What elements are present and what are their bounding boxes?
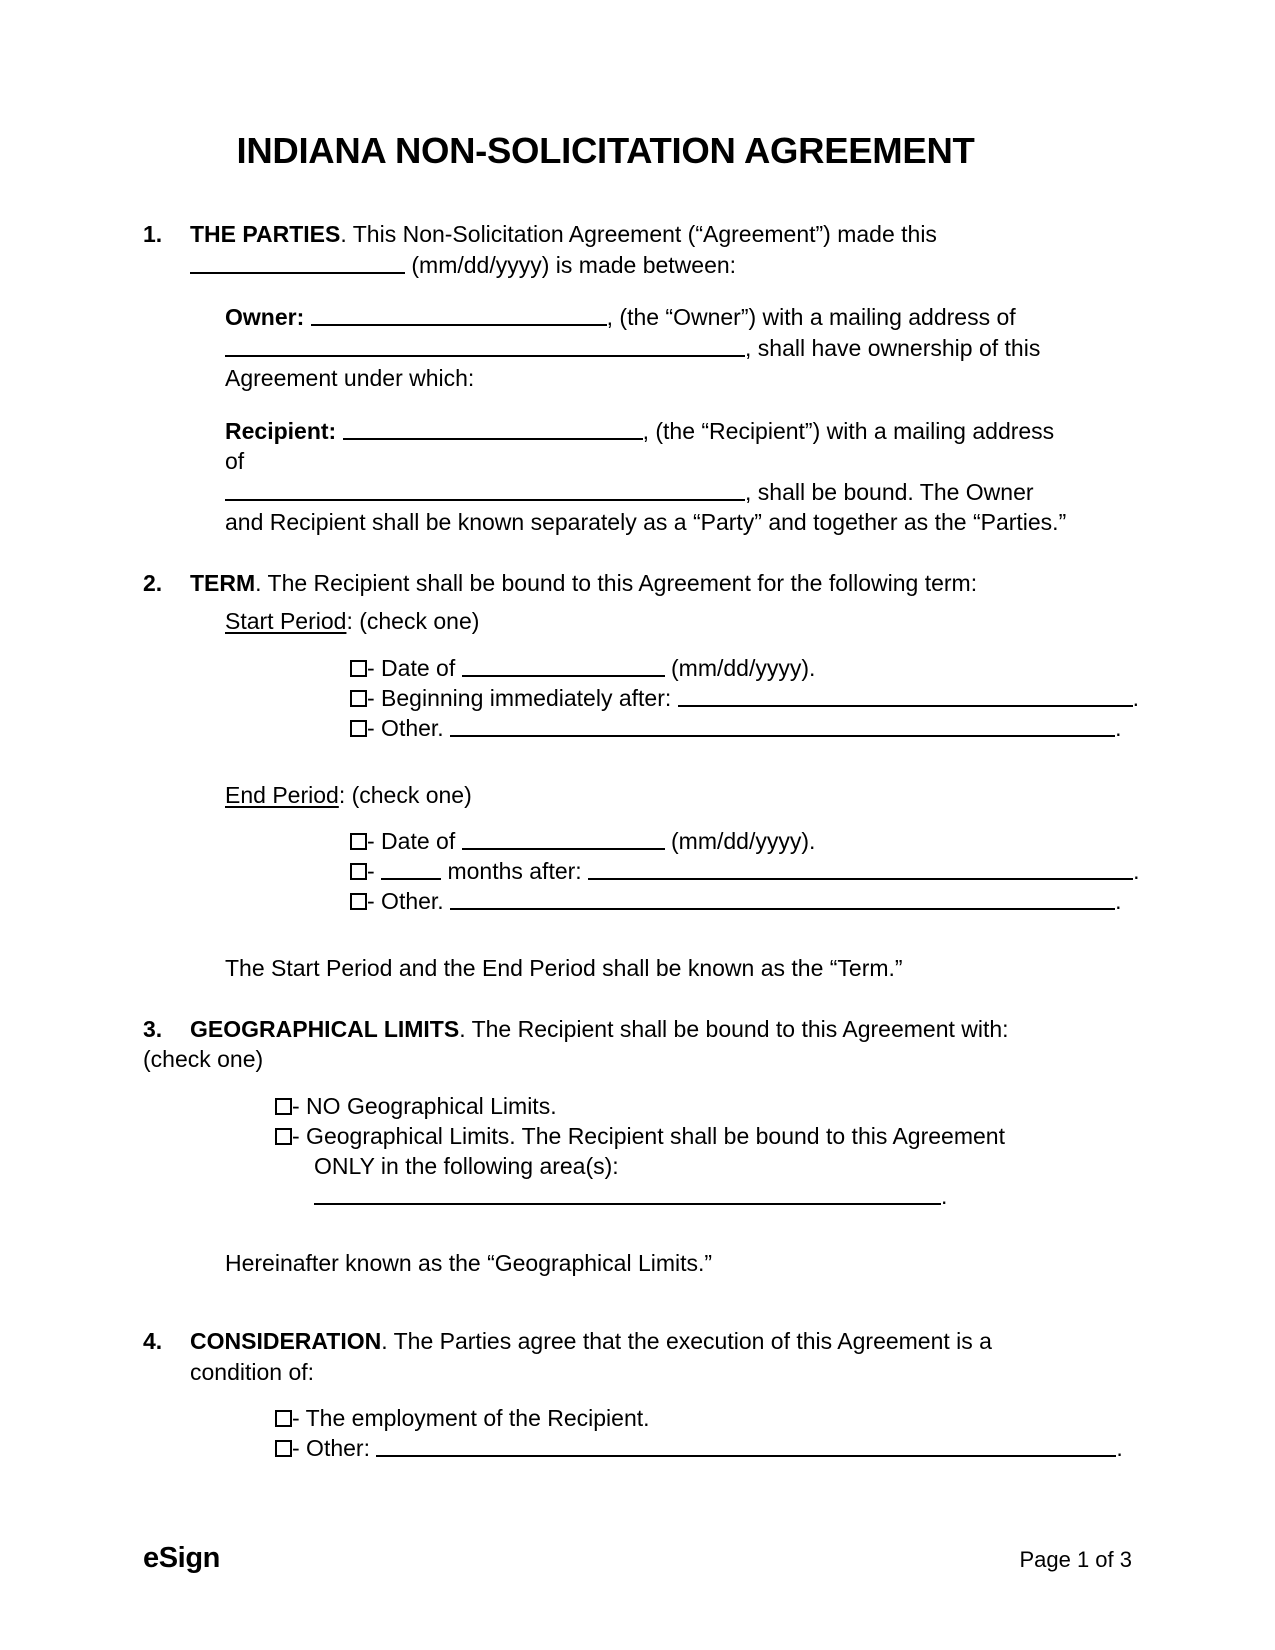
section-4-intro-text: . The Parties agree that the execution of this Agreement is a condition of: <box>190 1328 992 1385</box>
owner-line-3: Agreement under which: <box>225 365 475 392</box>
start-option-immediate-suffix: . <box>1132 684 1140 711</box>
checkbox-end-date-icon[interactable] <box>350 833 367 850</box>
section-1-intro-text: . This Non-Solicitation Agreement (“Agreement”) made this <box>340 221 937 248</box>
section-3-intro-text: . The Recipient shall be bound to this Agreement with: <box>459 1015 1009 1042</box>
end-option-other-prefix: - Other. <box>367 888 451 915</box>
recipient-block <box>190 416 1068 538</box>
end-period-suffix: : (check one) <box>338 781 472 808</box>
geo-option-limits-suffix: . <box>941 1182 948 1209</box>
section-term <box>143 568 1140 984</box>
checkbox-end-months-icon[interactable] <box>350 863 367 880</box>
owner-label: Owner: <box>225 304 305 331</box>
checkbox-geo-limits-icon[interactable] <box>275 1128 292 1145</box>
checkbox-start-other-icon[interactable] <box>350 720 367 737</box>
geo-option-limits[interactable] <box>275 1121 1068 1211</box>
consideration-option-employment[interactable] <box>275 1403 1068 1433</box>
section-4-intro <box>190 1326 1068 1387</box>
page-title: INDIANA NON-SOLICITATION AGREEMENT <box>236 130 975 171</box>
owner-line-2-text: , shall have ownership of this <box>745 334 1041 361</box>
document-body <box>143 0 1140 1463</box>
recipient-line-1 <box>225 416 1068 477</box>
end-date-blank[interactable] <box>462 829 665 851</box>
consideration-other-blank[interactable] <box>376 1436 1116 1458</box>
section-1-date-line <box>190 250 1068 281</box>
start-option-other-prefix: - Other. <box>367 714 451 741</box>
end-period-label-row <box>190 780 1068 811</box>
end-option-months-suffix: . <box>1133 858 1140 885</box>
section-1-intro <box>190 219 1068 250</box>
term-closing: The Start Period and the End Period shall be known as the “Term.” <box>225 955 903 982</box>
section-2-intro-text: . The Recipient shall be bound to this Agreement for the following term: <box>255 569 978 596</box>
recipient-label: Recipient: <box>225 417 337 444</box>
start-other-blank[interactable] <box>450 715 1115 737</box>
start-option-other[interactable] <box>350 713 1122 743</box>
start-period-options <box>190 653 1140 743</box>
section-geographical-limits <box>143 1014 1068 1279</box>
end-period-options <box>190 826 1140 916</box>
geo-option-none-label: - NO Geographical Limits. <box>292 1092 557 1119</box>
checkbox-start-date-icon[interactable] <box>350 660 367 677</box>
end-option-months-middle: months after: <box>441 858 589 885</box>
owner-block <box>190 302 1068 394</box>
start-option-immediate[interactable] <box>350 683 1140 713</box>
agreement-date-blank[interactable] <box>190 252 405 274</box>
recipient-line-2 <box>225 477 1068 508</box>
start-date-blank[interactable] <box>462 655 665 677</box>
checkbox-start-immediate-icon[interactable] <box>350 690 367 707</box>
geographical-options <box>190 1091 1068 1211</box>
owner-line-2 <box>225 333 1068 364</box>
start-period-suffix: : (check one) <box>346 608 480 635</box>
end-months-count-blank[interactable] <box>381 859 441 881</box>
end-option-other[interactable] <box>350 886 1122 916</box>
start-option-date-label <box>367 653 815 683</box>
end-period-label: End Period <box>225 781 339 808</box>
consideration-option-other-suffix: . <box>1116 1435 1123 1462</box>
end-option-months-prefix: - <box>367 858 382 885</box>
section-4-heading: CONSIDERATION <box>190 1328 382 1355</box>
section-3-heading: GEOGRAPHICAL LIMITS <box>190 1015 460 1042</box>
consideration-options <box>190 1403 1123 1463</box>
page-number: Page 1 of 3 <box>1019 1547 1132 1572</box>
section-number-2: 2. <box>143 569 163 596</box>
start-option-immediate-prefix: - Beginning immediately after: <box>367 684 678 711</box>
recipient-line-3: and Recipient shall be known separately as a “Party” and together as the “Parties.” <box>225 509 1067 536</box>
end-option-date-label <box>367 826 815 856</box>
start-period-label: Start Period <box>225 608 347 635</box>
end-option-months-label <box>367 856 1139 886</box>
end-option-date-suffix: (mm/dd/yyyy). <box>664 828 816 855</box>
esign-logo: eSign <box>143 1542 220 1574</box>
start-option-date-prefix: - Date of <box>367 654 462 681</box>
section-1-heading: THE PARTIES <box>190 221 341 248</box>
end-other-blank[interactable] <box>450 889 1115 911</box>
owner-line-1 <box>225 302 1068 333</box>
consideration-option-other[interactable] <box>275 1433 1123 1463</box>
recipient-name-blank[interactable] <box>343 418 643 440</box>
page-footer <box>143 1542 1132 1575</box>
end-months-blank[interactable] <box>588 859 1133 881</box>
consideration-option-other-text: - Other: <box>292 1435 377 1462</box>
checkbox-end-other-icon[interactable] <box>350 893 367 910</box>
end-option-other-label <box>367 886 1121 916</box>
checkbox-consideration-other-icon[interactable] <box>275 1440 292 1457</box>
checkbox-consideration-employment-icon[interactable] <box>275 1410 292 1427</box>
section-3-intro <box>190 1014 1068 1045</box>
section-the-parties <box>143 219 1068 538</box>
owner-name-blank[interactable] <box>311 305 607 327</box>
start-option-immediate-label <box>367 683 1139 713</box>
section-number-1: 1. <box>143 221 163 248</box>
start-option-date[interactable] <box>350 653 1068 683</box>
recipient-line-2-text: , shall be bound. The Owner <box>745 478 1034 505</box>
geo-option-limits-text: - Geographical Limits. The Recipient shall be bound to this Agreement ONLY in the following area(s): <box>292 1122 1005 1179</box>
owner-line-1-text: , (the “Owner”) with a mailing address of <box>606 304 1016 331</box>
section-2-intro <box>190 568 1068 599</box>
end-option-months[interactable] <box>350 856 1140 886</box>
checkbox-geo-none-icon[interactable] <box>275 1098 292 1115</box>
start-immediate-blank[interactable] <box>678 685 1133 707</box>
consideration-option-other-label <box>292 1433 1123 1463</box>
geo-option-none[interactable] <box>275 1091 1068 1121</box>
end-option-date[interactable] <box>350 826 1068 856</box>
section-3-check-one: (check one) <box>143 1046 264 1073</box>
section-2-heading: TERM <box>190 569 256 596</box>
geo-area-blank[interactable] <box>314 1183 941 1205</box>
section-number-3: 3. <box>143 1015 163 1042</box>
owner-address-blank[interactable] <box>225 335 745 357</box>
section-consideration <box>143 1326 1123 1463</box>
end-option-date-prefix: - Date of <box>367 828 462 855</box>
consideration-option-employment-label: - The employment of the Recipient. <box>292 1405 650 1432</box>
start-period-label-row <box>190 606 1068 637</box>
recipient-line-1-text: , (the “Recipient”) with a mailing address of <box>225 417 1055 475</box>
start-option-other-label <box>367 713 1121 743</box>
geo-option-limits-label <box>292 1121 1068 1211</box>
start-option-other-suffix: . <box>1115 714 1122 741</box>
section-number-4: 4. <box>143 1328 163 1355</box>
geo-closing: Hereinafter known as the “Geographical Limits.” <box>225 1249 713 1276</box>
start-option-date-suffix: (mm/dd/yyyy). <box>664 654 816 681</box>
end-option-other-suffix: . <box>1115 888 1122 915</box>
recipient-address-blank[interactable] <box>225 479 745 501</box>
section-1-date-suffix: (mm/dd/yyyy) is made between: <box>411 251 737 278</box>
